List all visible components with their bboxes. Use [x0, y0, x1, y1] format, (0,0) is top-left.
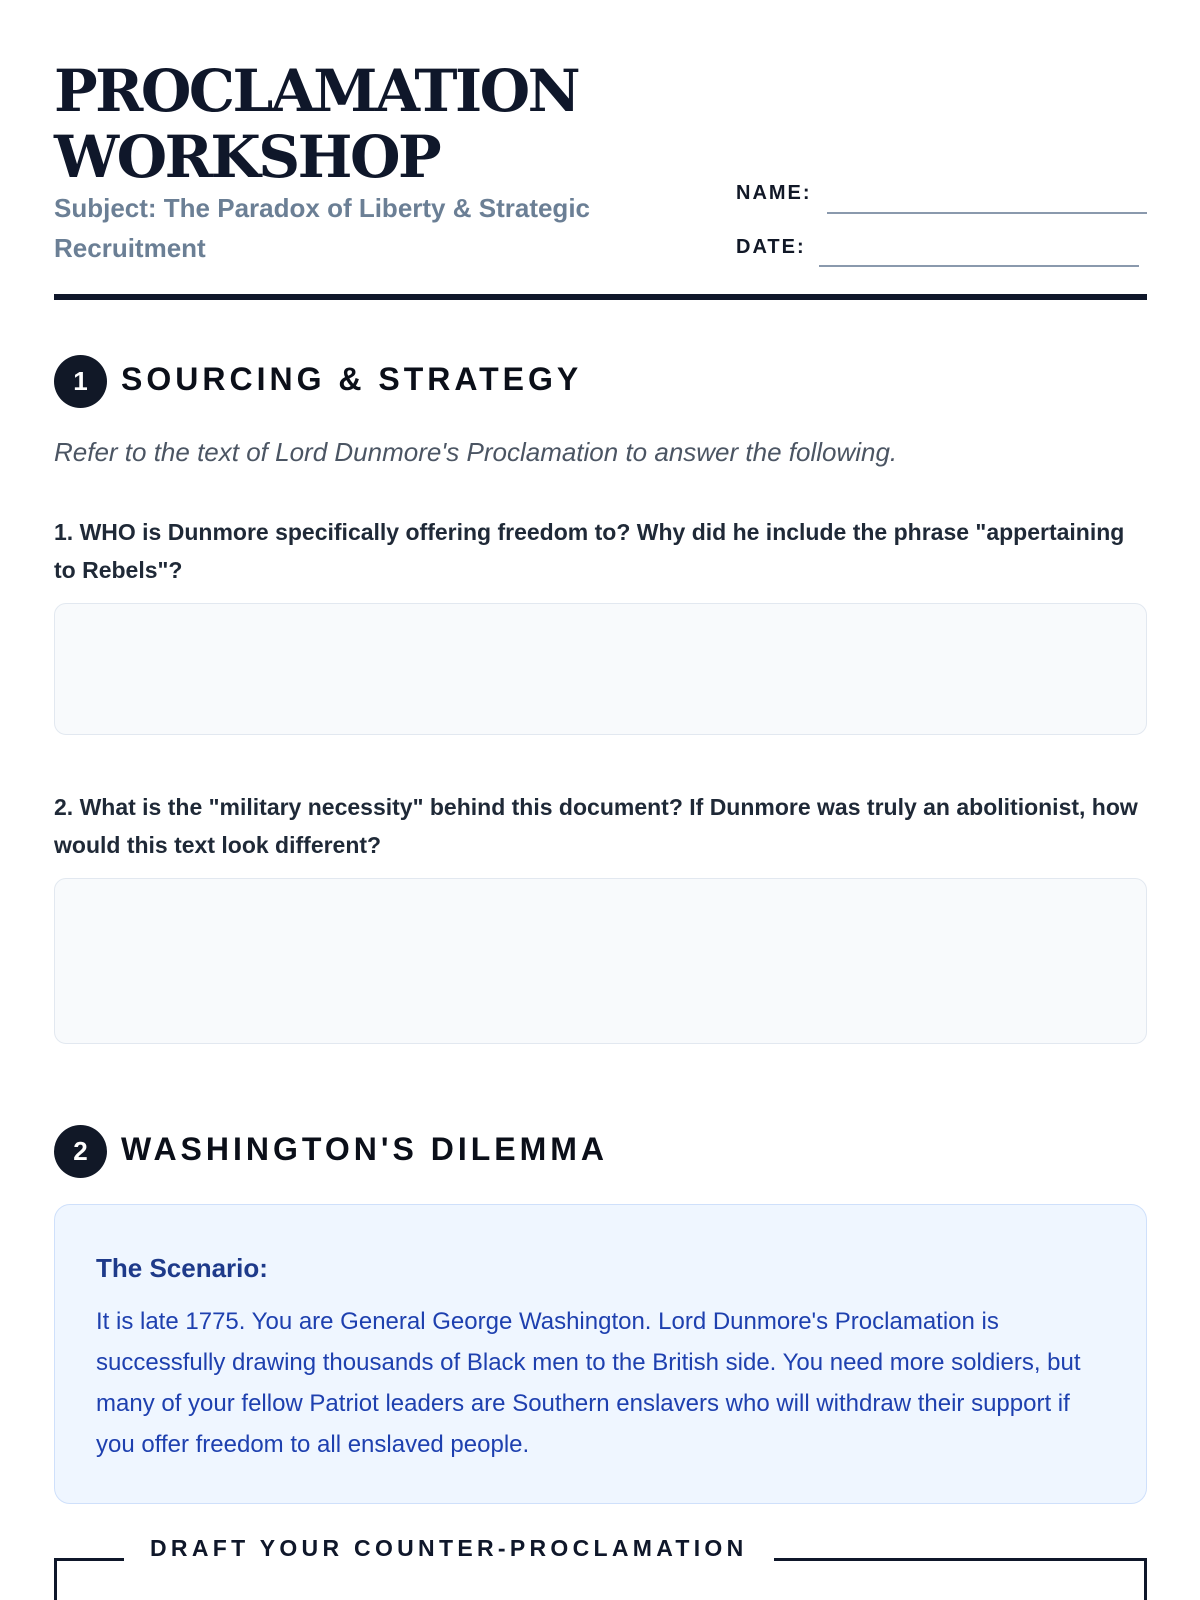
section-1-number-badge: 1 — [54, 355, 107, 408]
worksheet-page — [54, 0, 1147, 1600]
section-2-number-badge: 2 — [54, 1125, 107, 1178]
title-line-1: PROCLAMATION — [54, 57, 579, 125]
section-1-instruction: Refer to the text of Lord Dunmore's Proclamation to answer the following. — [54, 437, 898, 467]
date-field[interactable] — [819, 265, 1139, 267]
name-label: NAME: — [736, 182, 812, 204]
worksheet-subtitle: Subject: The Paradox of Liberty & Strategic Recruitment — [54, 193, 590, 263]
draft-section-title: DRAFT YOUR COUNTER-PROCLAMATION — [124, 1535, 774, 1562]
header-divider — [54, 294, 1147, 300]
date-label: DATE: — [736, 236, 806, 258]
question-1: 1. WHO is Dunmore specifically offering freedom to? Why did he include the phrase "appertaining to Rebels"? — [54, 519, 1125, 583]
title-line-2: WORKSHOP — [54, 123, 440, 191]
section-2-title: WASHINGTON'S DILEMMA — [121, 1131, 609, 1167]
question-2: 2. What is the "military necessity" behind this document? If Dunmore was truly an abolitionist, how would this text look different? — [54, 794, 1138, 858]
answer-box-2[interactable] — [54, 878, 1147, 1044]
worksheet-title — [54, 58, 694, 190]
counter-proclamation-draft-area[interactable] — [54, 1558, 1147, 1600]
scenario-text: It is late 1775. You are General George Washington. Lord Dunmore's Proclamation is successfully drawing thousands of Black men to the British side. You need more soldiers, but many of your fellow Patriot leaders are Southern enslavers who will withdraw their support if you offer freedom to all enslaved people. — [96, 1308, 1081, 1458]
answer-box-1[interactable] — [54, 603, 1147, 735]
name-field[interactable] — [827, 212, 1147, 214]
section-1-title: SOURCING & STRATEGY — [121, 361, 583, 397]
scenario-callout — [54, 1204, 1147, 1504]
scenario-title: The Scenario: — [96, 1253, 268, 1283]
